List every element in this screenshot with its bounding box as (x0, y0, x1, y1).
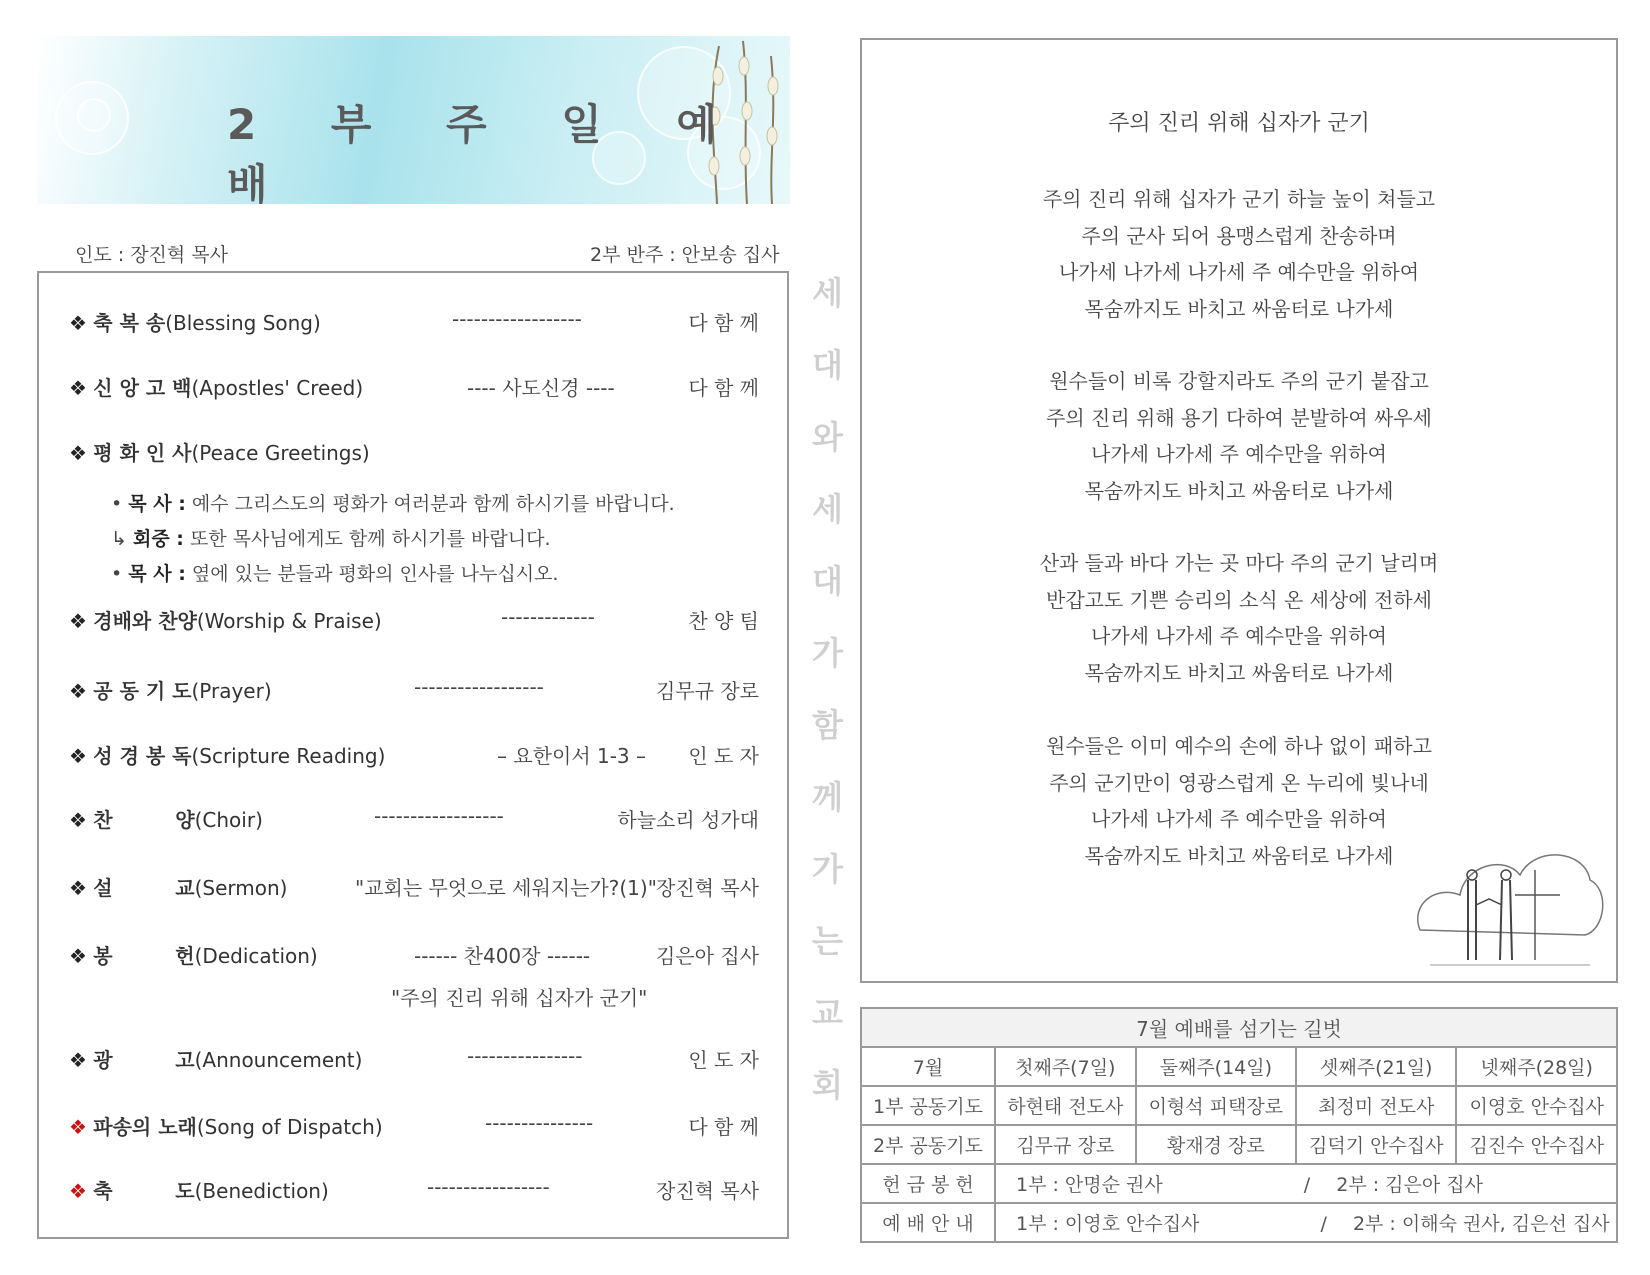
motto-char: 께 (812, 778, 843, 816)
motto-char: 회 (812, 1066, 843, 1104)
peace-line: • 목 사 : 예수 그리스도의 평화가 여러분과 함께 하시기를 바랍니다. (111, 493, 675, 515)
peace-line: • 목 사 : 옆에 있는 분들과 평화의 인사를 나누십시오. (111, 563, 559, 585)
offering-row: 헌 금 봉 헌 1부 : 안명순 권사 / 2부 : 김은아 집사 (861, 1164, 1617, 1203)
order-item-benediction: ❖ 축 도(Benediction) ----------------- 장진혁 목사 (69, 1175, 759, 1203)
order-item-choir: ❖ 찬 양(Choir) ------------------ 하늘소리 성가대 (69, 804, 759, 832)
motto-char: 가 (812, 850, 843, 888)
diamond-bullet-icon: ❖ (69, 376, 87, 400)
schedule-title: 7월 예배를 섬기는 길벗 (861, 1008, 1617, 1047)
motto-char: 세 (812, 490, 843, 528)
order-item-announcement: ❖ 광 고(Announcement) ---------------- 인 도 자 (69, 1044, 759, 1072)
diamond-bullet-icon: ❖ (69, 744, 87, 768)
motto-char: 는 (812, 922, 843, 960)
accompanist-text: 2부 반주 : 안보송 집사 (590, 244, 780, 266)
order-item-worship: ❖ 경배와 찬양(Worship & Praise) ------------- 찬 양 팀 (69, 605, 759, 633)
cross-figures-illustration-icon (1410, 835, 1610, 980)
july-schedule-table (860, 1007, 1618, 1243)
diamond-bullet-icon: ❖ (69, 944, 87, 968)
usher-row: 예 배 안 내 1부 : 이영호 안수집사 / 2부 : 이해숙 권사, 김은선 집사 (861, 1203, 1617, 1242)
motto-char: 대 (812, 346, 843, 384)
diamond-bullet-icon: ❖ (69, 1179, 87, 1203)
hymn-verse: 원수들은 이미 예수의 손에 하나 없이 패하고 주의 군기만이 영광스럽게 온 누리에 빛나네 나가세 나가세 주 예수만을 위하여 목숨까지도 바치고 싸움터로 나가세 (1046, 734, 1432, 868)
table-row: 1부 공동기도 하현태 전도사 이형석 피택장로 최정미 전도사 이영호 안수집사 (861, 1086, 1617, 1125)
diamond-bullet-icon: ❖ (69, 679, 87, 703)
motto-char: 교 (812, 994, 843, 1032)
order-item-blessing-song: ❖ 축 복 송(Blessing Song) ------------------ 다 함 께 (69, 307, 759, 335)
table-row: 2부 공동기도 김무규 장로 황재경 장로 김덕기 안수집사 김진수 안수집사 (861, 1125, 1617, 1164)
hymn-title: 주의 진리 위해 십자가 군기 (1108, 111, 1370, 136)
diamond-bullet-icon: ❖ (69, 808, 87, 832)
table-title-row (861, 1008, 1617, 1047)
hymn-verse: 원수들이 비록 강할지라도 주의 군기 붙잡고 주의 진리 위해 용기 다하여 분발하여 싸우세 나가세 나가세 주 예수만을 위하여 목숨까지도 바치고 싸움터로 나가세 (1046, 369, 1432, 503)
order-item-scripture: ❖ 성 경 봉 독(Scripture Reading) – 요한이서 1-3 – 인 도 자 (69, 744, 759, 768)
decorative-bubble (77, 98, 111, 132)
motto-char: 세 (812, 274, 843, 312)
motto-char: 대 (812, 562, 843, 600)
motto-char: 함 (812, 706, 843, 744)
hymn-verse: 산과 들과 바다 가는 곳 마다 주의 군기 날리며 반갑고도 기쁜 승리의 소식 온 세상에 전하세 나가세 나가세 주 예수만을 위하여 목숨까지도 바치고 싸움터로 나가세 (1039, 551, 1439, 685)
order-item-dedication: ❖ 봉 헌(Dedication) ------ 찬400장 ------ 김은아 집사 (69, 944, 759, 968)
order-item-dispatch-song: ❖ 파송의 노래(Song of Dispatch) --------------- 다 함 께 (69, 1111, 759, 1139)
diamond-bullet-icon: ❖ (69, 876, 87, 900)
peace-line: ↳ 회중 : 또한 목사님에게도 함께 하시기를 바랍니다. (111, 528, 551, 550)
diamond-bullet-icon: ❖ (69, 1048, 87, 1072)
diamond-bullet-icon: ❖ (69, 311, 87, 335)
lyrics-panel (860, 38, 1618, 983)
diamond-bullet-icon: ❖ (69, 441, 87, 465)
table-header-row: 7월 첫째주(7일) 둘째주(14일) 셋째주(21일) 넷째주(28일) (861, 1047, 1617, 1086)
order-item-sermon: ❖ 설 교(Sermon) "교회는 무엇으로 세워지는가?(1)" 장진혁 목사 (69, 876, 759, 900)
order-item-creed: ❖ 신 앙 고 백(Apostles' Creed) ---- 사도신경 ---- 다 함 께 (69, 376, 759, 400)
dedication-hymn: "주의 진리 위해 십자가 군기" (391, 986, 648, 1010)
motto-char: 가 (812, 634, 843, 672)
hymn-verse: 주의 진리 위해 십자가 군기 하늘 높이 쳐들고 주의 군사 되어 용맹스럽게 찬송하며 나가세 나가세 나가세 주 예수만을 위하여 목숨까지도 바치고 싸움터로 나가세 (1042, 187, 1436, 321)
title-banner (37, 36, 790, 204)
motto-char: 와 (812, 418, 843, 456)
order-item-prayer: ❖ 공 동 기 도(Prayer) ------------------ 김무규 장로 (69, 675, 759, 703)
order-of-worship (37, 271, 789, 1239)
diamond-bullet-icon: ❖ (69, 609, 87, 633)
leader-text: 인도 : 장진혁 목사 (75, 244, 228, 266)
diamond-bullet-icon: ❖ (69, 1115, 87, 1139)
page-title: 2 부 주 일 예 배 (227, 100, 748, 204)
order-item-peace-greetings: ❖ 평 화 인 사(Peace Greetings) (69, 441, 370, 465)
